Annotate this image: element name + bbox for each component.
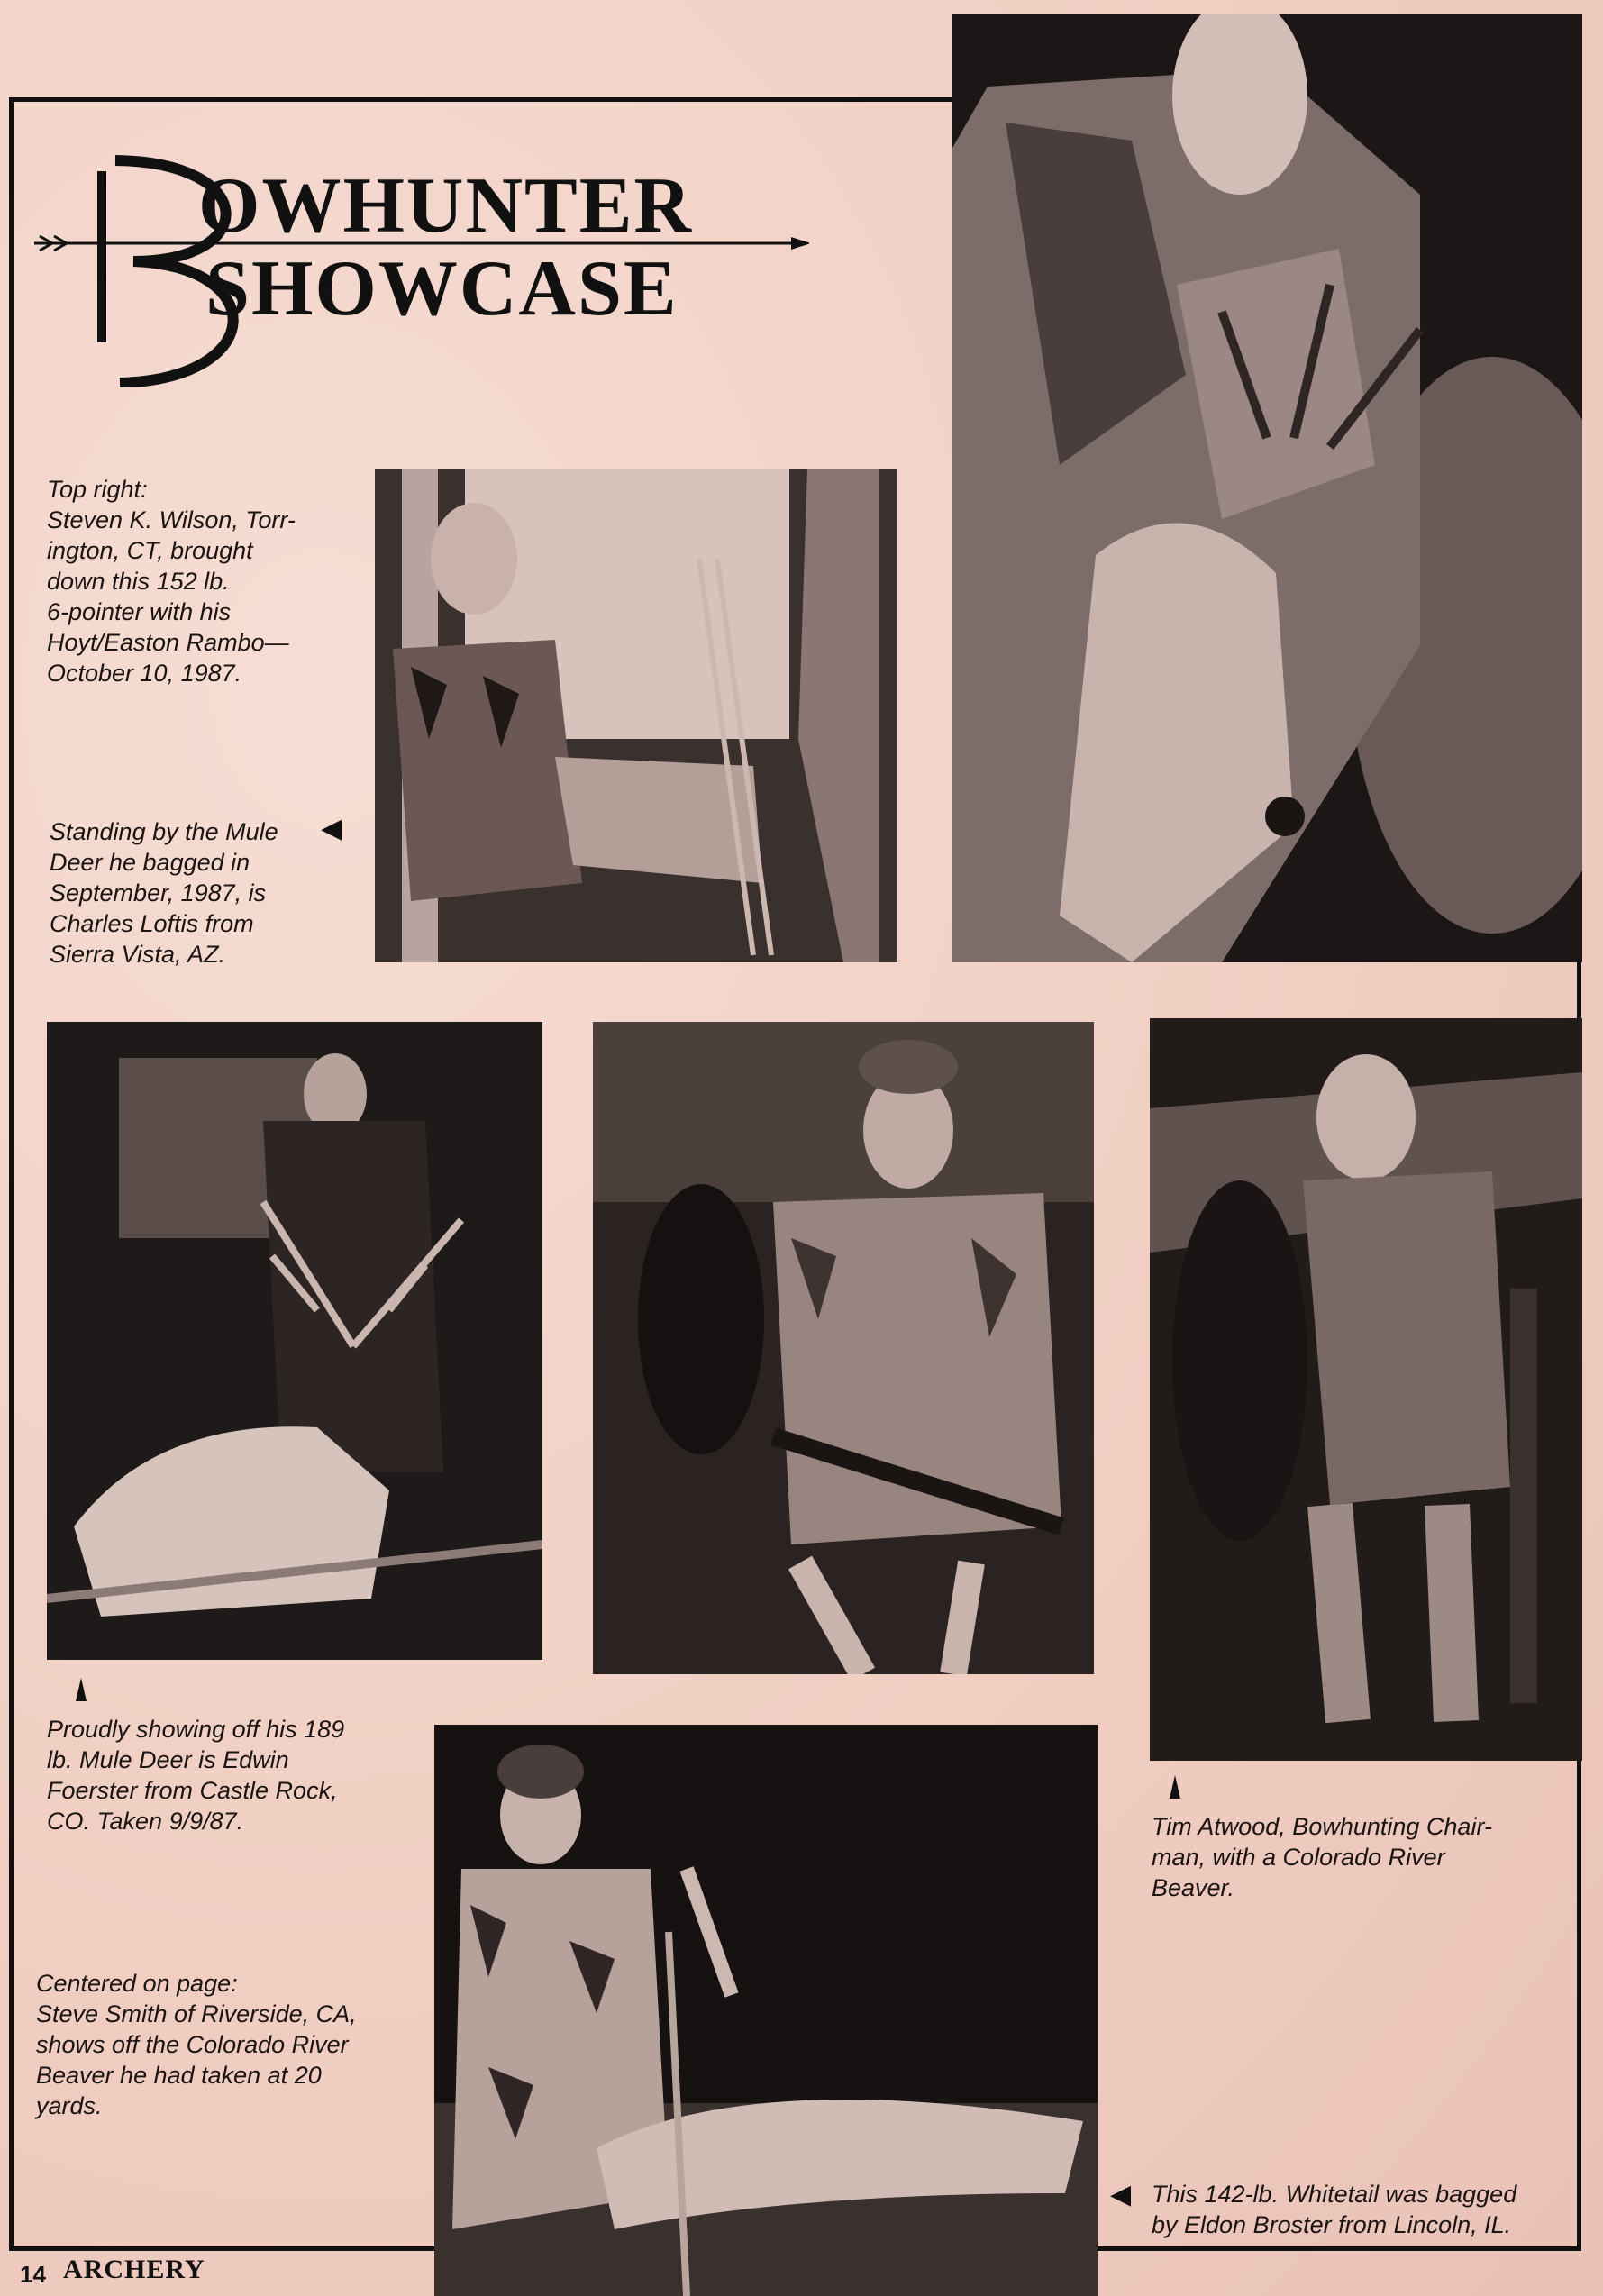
pointer-arrow-right: ◀ bbox=[321, 814, 342, 843]
caption-line: CO. Taken 9/9/87. bbox=[47, 1808, 244, 1835]
caption-line: down this 152 lb. bbox=[47, 568, 230, 595]
caption-line: Beaver he had taken at 20 bbox=[36, 2062, 322, 2089]
caption-line: lb. Mule Deer is Edwin bbox=[47, 1746, 289, 1773]
title-line-1: OWHUNTER bbox=[198, 162, 693, 250]
caption-line: Foerster from Castle Rock, bbox=[47, 1777, 338, 1804]
caption-line: Steve Smith of Riverside, CA, bbox=[36, 2000, 357, 2027]
caption-line: man, with a Colorado River bbox=[1152, 1844, 1445, 1871]
caption-line: yards. bbox=[36, 2092, 103, 2119]
photo-foerster-mule-deer bbox=[47, 1022, 542, 1660]
caption-loftis bbox=[50, 816, 347, 970]
pointer-arrow-left: ◀ bbox=[1110, 2180, 1132, 2209]
caption-foerster bbox=[47, 1714, 407, 1836]
caption-wilson bbox=[47, 474, 353, 688]
caption-line: Hoyt/Easton Rambo— bbox=[47, 629, 289, 656]
photo-atwood-beaver bbox=[1150, 1018, 1582, 1761]
caption-line: by Eldon Broster from Lincoln, IL. bbox=[1152, 2211, 1512, 2238]
caption-line: Proudly showing off his 189 bbox=[47, 1716, 345, 1743]
showcase-title bbox=[34, 153, 809, 387]
caption-line: Standing by the Mule bbox=[50, 818, 278, 845]
caption-smith bbox=[36, 1968, 414, 2121]
photo-top-right bbox=[952, 14, 1582, 962]
caption-line: Deer he bagged in bbox=[50, 849, 250, 876]
title-line-2: SHOWCASE bbox=[205, 245, 679, 333]
caption-smith-label: Centered on page: bbox=[36, 1970, 238, 1997]
caption-line: Sierra Vista, AZ. bbox=[50, 941, 226, 968]
photo-broster-whitetail bbox=[434, 1725, 1098, 2296]
pointer-arrow-up-atwood bbox=[1170, 1775, 1180, 1799]
caption-line: 6-pointer with his bbox=[47, 598, 232, 625]
caption-line: Tim Atwood, Bowhunting Chair- bbox=[1152, 1813, 1492, 1840]
caption-line: September, 1987, is bbox=[50, 879, 267, 907]
caption-line: Steven K. Wilson, Torr- bbox=[47, 506, 296, 533]
photo-smith-beaver bbox=[593, 1022, 1094, 1674]
caption-wilson-label: Top right: bbox=[47, 476, 148, 503]
magazine-logo: ARCHERY bbox=[63, 2255, 205, 2284]
pointer-arrow-up-foerster bbox=[76, 1678, 87, 1701]
caption-line: Beaver. bbox=[1152, 1874, 1235, 1901]
caption-broster bbox=[1152, 2179, 1584, 2240]
photo-loftis-mule-deer bbox=[375, 469, 897, 962]
caption-line: shows off the Colorado River bbox=[36, 2031, 349, 2058]
caption-line: Charles Loftis from bbox=[50, 910, 254, 937]
caption-line: October 10, 1987. bbox=[47, 660, 242, 687]
caption-line: ington, CT, brought bbox=[47, 537, 253, 564]
page-number: 14 bbox=[20, 2261, 46, 2288]
caption-atwood bbox=[1152, 1811, 1566, 1903]
caption-line: This 142-lb. Whitetail was bagged bbox=[1152, 2181, 1517, 2208]
